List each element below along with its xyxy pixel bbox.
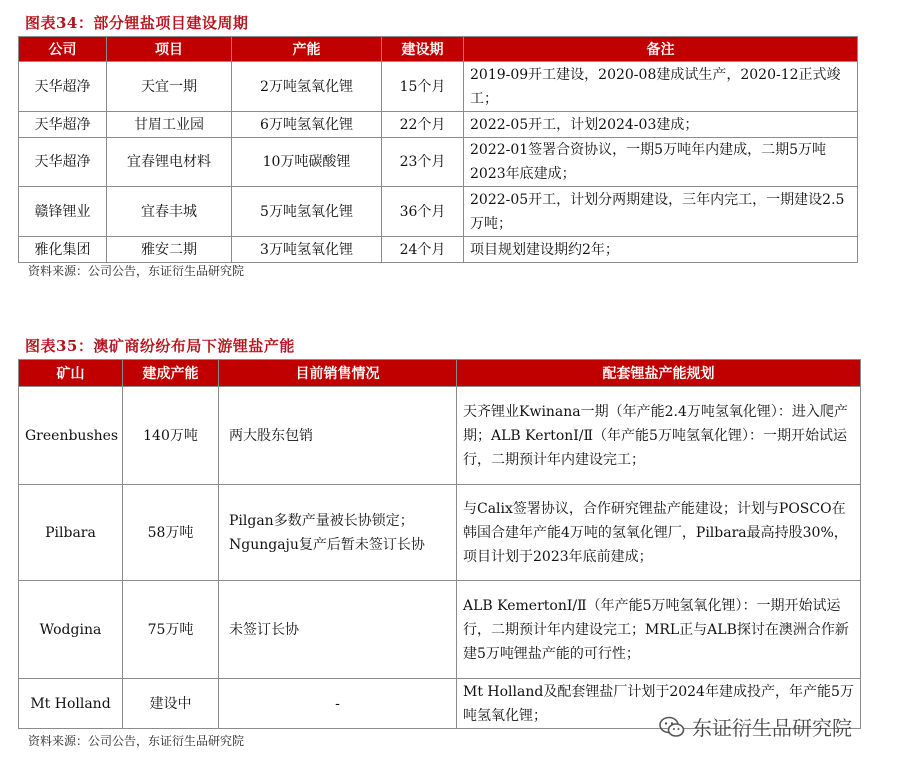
column-header: 建成产能 (123, 360, 219, 387)
column-header: 备注 (464, 37, 858, 62)
plan-cell: 天齐锂业Kwinana一期（年产能2.4万吨氢氧化锂）：进入爬产期；ALB KertonⅠ/Ⅱ（年产能5万吨氢氧化锂）：一期开始试运行，二期预计年内建设完工； (457, 387, 861, 485)
mine-cell: Mt Holland (19, 679, 123, 729)
project-cell: 雅安二期 (107, 237, 232, 263)
column-header: 产能 (232, 37, 382, 62)
figure-35-source: 资料来源：公司公告，东证衍生品研究院 (28, 734, 245, 748)
plan-cell: ALB KemertonⅠ/Ⅱ（年产能5万吨氢氧化锂）：一期开始试运行，二期预计年内建设完工；MRL正与ALB探讨在澳洲合作新建5万吨锂盐产能的可行性； (457, 581, 861, 679)
capacity-cell: 58万吨 (123, 485, 219, 581)
column-header: 矿山 (19, 360, 123, 387)
column-header: 建设期 (382, 37, 464, 62)
column-header: 公司 (19, 37, 107, 62)
note-cell: 2019-09开工建设，2020-08建成试生产，2020-12正式竣工； (464, 62, 858, 112)
watermark-text: 东证衍生品研究院 (692, 716, 852, 740)
company-cell: 雅化集团 (19, 237, 107, 263)
note-cell: 项目规划建设期约2年； (464, 237, 858, 263)
period-cell: 23个月 (382, 138, 464, 187)
table-row (19, 187, 858, 237)
company-cell: 天华超净 (19, 62, 107, 112)
sales-cell: 两大股东包销 (219, 387, 457, 485)
table-header-row (19, 37, 858, 62)
company-cell: 天华超净 (19, 138, 107, 187)
column-header: 项目 (107, 37, 232, 62)
company-cell: 赣锋锂业 (19, 187, 107, 237)
mine-lithium-plan-table (18, 359, 861, 729)
table-row (19, 62, 858, 112)
watermark (658, 712, 852, 741)
table-row (19, 138, 858, 187)
table-header-row (19, 360, 861, 387)
period-cell: 15个月 (382, 62, 464, 112)
table-row (19, 387, 861, 485)
capacity-cell: 3万吨氢氧化锂 (232, 237, 382, 263)
table-row (19, 112, 858, 138)
table-row (19, 581, 861, 679)
mine-cell: Pilbara (19, 485, 123, 581)
figure-34-title: 图表34：部分锂盐项目建设周期 (25, 14, 249, 32)
column-header: 配套锂盐产能规划 (457, 360, 861, 387)
capacity-cell: 6万吨氢氧化锂 (232, 112, 382, 138)
capacity-cell: 2万吨氢氧化锂 (232, 62, 382, 112)
capacity-cell: 5万吨氢氧化锂 (232, 187, 382, 237)
project-cell: 甘眉工业园 (107, 112, 232, 138)
project-cell: 宜春锂电材料 (107, 138, 232, 187)
figure-34-source: 资料来源：公司公告，东证衍生品研究院 (28, 264, 245, 278)
period-cell: 36个月 (382, 187, 464, 237)
note-cell: 2022-05开工，计划2024-03建成； (464, 112, 858, 138)
project-construction-table (18, 36, 858, 263)
capacity-cell: 建设中 (123, 679, 219, 729)
note-cell: 2022-05开工，计划分两期建设，三年内完工，一期建设2.5万吨； (464, 187, 858, 237)
table-row (19, 485, 861, 581)
project-cell: 宜春丰城 (107, 187, 232, 237)
sales-cell: 未签订长协 (219, 581, 457, 679)
sales-cell: Pilgan多数产量被长协锁定；Ngungaju复产后暂未签订长协 (219, 485, 457, 581)
wechat-icon (658, 715, 686, 739)
project-cell: 天宜一期 (107, 62, 232, 112)
mine-cell: Wodgina (19, 581, 123, 679)
table-row (19, 237, 858, 263)
company-cell: 天华超净 (19, 112, 107, 138)
figure-35-title: 图表35：澳矿商纷纷布局下游锂盐产能 (25, 337, 295, 355)
capacity-cell: 140万吨 (123, 387, 219, 485)
period-cell: 22个月 (382, 112, 464, 138)
capacity-cell: 75万吨 (123, 581, 219, 679)
plan-cell: Mt Holland及配套锂盐厂计划于2024年建成投产，年产能5万吨氢氧化锂； (457, 679, 861, 729)
mine-cell: Greenbushes (19, 387, 123, 485)
sales-cell: - (219, 679, 457, 729)
capacity-cell: 10万吨碳酸锂 (232, 138, 382, 187)
plan-cell: 与Calix签署协议，合作研究锂盐产能建设；计划与POSCO在韩国合建年产能4万吨的氢氧化锂厂，Pilbara最高持股30%，项目计划于2023年底前建成； (457, 485, 861, 581)
column-header: 目前销售情况 (219, 360, 457, 387)
period-cell: 24个月 (382, 237, 464, 263)
note-cell: 2022-01签署合资协议，一期5万吨年内建成，二期5万吨2023年底建成； (464, 138, 858, 187)
